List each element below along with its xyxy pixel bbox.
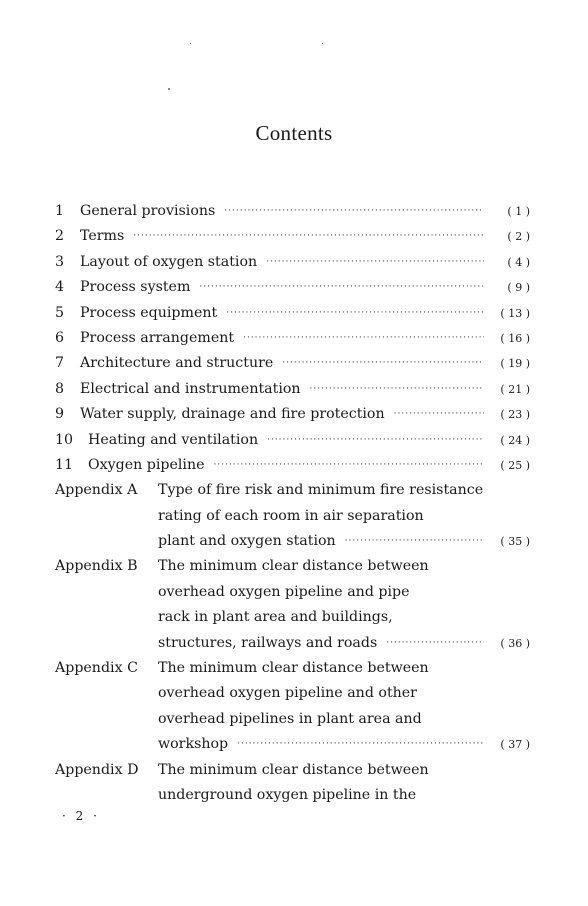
toc-entry[interactable] <box>55 428 530 453</box>
appendix-continuation <box>55 605 530 630</box>
appendix-title-line: The minimum clear distance between <box>158 761 429 778</box>
dot-leader <box>237 732 484 757</box>
entry-page: ( 13 ) <box>500 306 530 320</box>
entry-number: 9 <box>55 406 65 423</box>
appendix-entry[interactable] <box>55 656 530 681</box>
appendix-continuation <box>55 707 530 732</box>
entry-title: Oxygen pipeline <box>88 456 205 473</box>
entry-number: 2 <box>55 228 65 245</box>
dot-leader <box>310 377 484 402</box>
entry-title: Water supply, drainage and fire protection <box>80 406 385 423</box>
dot-leader <box>199 275 484 300</box>
entry-number: 3 <box>55 253 65 270</box>
entry-page: ( 23 ) <box>500 408 530 422</box>
entry-page: ( 24 ) <box>500 433 530 447</box>
appendix-page: ( 37 ) <box>500 738 530 752</box>
appendix-title-line: underground oxygen pipeline in the <box>158 786 417 803</box>
entry-title: Process arrangement <box>80 329 235 346</box>
entry-title: General provisions <box>80 203 216 219</box>
appendix-continuation <box>55 681 530 706</box>
toc-entry[interactable] <box>55 351 530 376</box>
appendix-page: ( 35 ) <box>500 535 530 549</box>
entry-title: Architecture and structure <box>80 355 274 372</box>
entry-page: ( 25 ) <box>500 458 530 472</box>
dot-leader <box>133 224 484 249</box>
entry-number: 6 <box>55 329 65 346</box>
appendix-continuation <box>55 732 530 757</box>
appendix-continuation <box>55 580 530 605</box>
page-title: Contents <box>255 121 333 145</box>
appendix-entry[interactable] <box>55 758 530 783</box>
scan-speck <box>322 43 323 44</box>
appendix-label: Appendix D <box>55 761 139 778</box>
dot-leader <box>394 402 484 427</box>
entry-title: Heating and ventilation <box>88 431 259 448</box>
appendix-title-line: plant and oxygen station <box>158 533 336 550</box>
entry-title: Terms <box>80 228 125 245</box>
dot-leader <box>267 428 484 453</box>
appendix-title-line: workshop <box>158 736 229 753</box>
scan-speck <box>190 43 191 44</box>
toc-entry[interactable] <box>55 275 530 300</box>
entry-page: ( 9 ) <box>507 281 530 295</box>
entry-number: 8 <box>55 380 65 397</box>
toc-entry[interactable] <box>55 199 530 224</box>
table-of-contents <box>55 199 530 808</box>
appendix-entry[interactable] <box>55 478 530 503</box>
appendix-title-line: rating of each room in air separation <box>158 507 424 524</box>
entry-number: 4 <box>55 279 65 296</box>
entry-number: 10 <box>55 431 74 448</box>
dot-leader <box>224 199 484 224</box>
dot-leader <box>345 529 484 554</box>
appendix-entry[interactable] <box>55 554 530 579</box>
appendix-title-line: rack in plant area and buildings, <box>158 609 393 626</box>
appendix-label: Appendix A <box>55 482 138 499</box>
entry-number: 1 <box>55 203 65 219</box>
toc-entry[interactable] <box>55 250 530 275</box>
entry-number: 5 <box>55 304 65 321</box>
appendix-continuation <box>55 631 530 656</box>
entry-number: 11 <box>55 456 74 473</box>
toc-entry[interactable] <box>55 453 530 478</box>
entry-page: ( 4 ) <box>507 255 530 269</box>
toc-entry[interactable] <box>55 377 530 402</box>
appendix-label: Appendix B <box>55 558 138 575</box>
scan-speck <box>168 88 170 90</box>
appendix-title-line: overhead oxygen pipeline and pipe <box>158 583 410 600</box>
toc-entry[interactable] <box>55 301 530 326</box>
dot-leader <box>226 301 484 326</box>
appendix-continuation <box>55 529 530 554</box>
appendix-title-line: The minimum clear distance between <box>158 558 429 575</box>
entry-number: 7 <box>55 355 65 372</box>
page-number: · 2 · <box>62 809 100 823</box>
appendix-page: ( 36 ) <box>500 636 530 650</box>
appendix-title-line: overhead oxygen pipeline and other <box>158 685 417 702</box>
entry-page: ( 16 ) <box>500 331 530 345</box>
appendix-continuation <box>55 504 530 529</box>
appendix-continuation <box>55 783 530 808</box>
toc-entry[interactable] <box>55 326 530 351</box>
dot-leader <box>243 326 484 351</box>
dot-leader <box>386 631 484 656</box>
entry-page: ( 21 ) <box>500 382 530 396</box>
appendix-title-line: structures, railways and roads <box>158 634 378 651</box>
dot-leader <box>282 351 484 376</box>
entry-title: Process system <box>80 279 191 296</box>
entry-page: ( 2 ) <box>507 230 530 244</box>
entry-page: ( 1 ) <box>507 205 530 218</box>
entry-title: Layout of oxygen station <box>80 253 258 270</box>
dot-leader <box>213 453 484 478</box>
entry-title: Process equipment <box>80 304 218 321</box>
entry-page: ( 19 ) <box>500 357 530 371</box>
dot-leader <box>266 250 484 275</box>
appendix-title-line: overhead pipelines in plant area and <box>158 710 422 727</box>
toc-entry[interactable] <box>55 402 530 427</box>
appendix-title-line: The minimum clear distance between <box>158 660 429 677</box>
appendix-title-line: Type of fire risk and minimum fire resistance <box>158 482 484 499</box>
entry-title: Electrical and instrumentation <box>80 380 301 397</box>
toc-entry[interactable] <box>55 224 530 249</box>
appendix-label: Appendix C <box>55 660 138 677</box>
